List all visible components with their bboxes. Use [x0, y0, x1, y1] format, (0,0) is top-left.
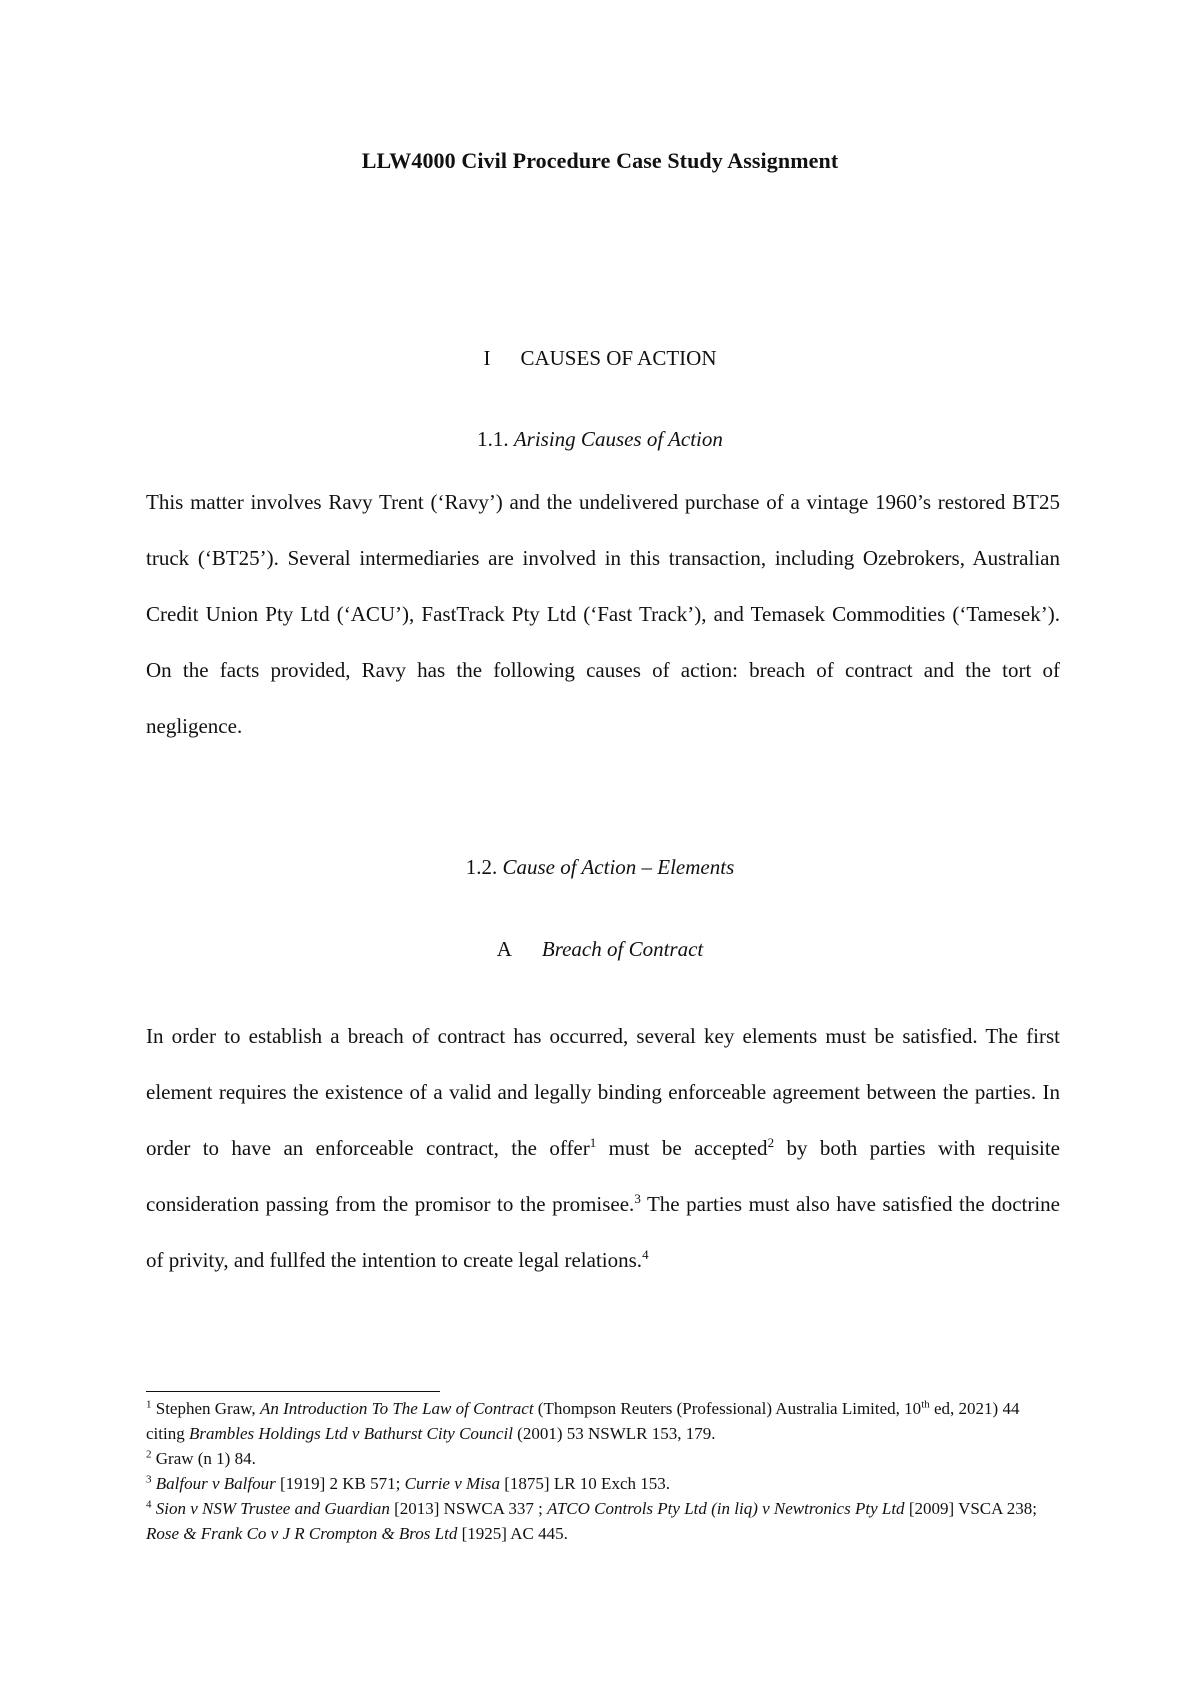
- footnote-citation: An Introduction To The Law of Contract: [259, 1399, 534, 1418]
- footnote-1: [146, 1396, 1060, 1446]
- footnote-text: [1919] 2 KB 571;: [275, 1474, 405, 1493]
- section-heading: [0, 346, 1200, 371]
- subsection-title: Arising Causes of Action: [513, 427, 723, 451]
- footnote-ref-3[interactable]: 3: [634, 1191, 641, 1206]
- footnote-text: [1875] LR 10 Exch 153.: [500, 1474, 670, 1493]
- footnote-2: [146, 1446, 1060, 1471]
- footnote-number: 2: [146, 1448, 152, 1461]
- subsection-number: 1.2.: [465, 855, 498, 879]
- paragraph-text: In order to establish a breach of contract has occurred, several key elements must be satisfied. The first element requires the existence of a valid and legally binding enforceable agreement between the parties. In order to have an enforceable contract, the offer: [146, 1024, 1060, 1160]
- paragraph-text: must be accepted: [596, 1136, 768, 1160]
- section-number: I: [483, 346, 491, 370]
- footnote-divider: [146, 1391, 440, 1392]
- footnote-text: Graw (n 1) 84.: [151, 1449, 256, 1468]
- footnote-ref-4[interactable]: 4: [642, 1247, 649, 1262]
- footnote-text: [2009] VSCA 238;: [904, 1499, 1037, 1518]
- subsection-title: Cause of Action – Elements: [502, 855, 735, 879]
- document-title: LLW4000 Civil Procedure Case Study Assignment: [361, 148, 839, 173]
- ordinal-suffix: th: [921, 1398, 930, 1411]
- footnote-number: 3: [146, 1473, 152, 1486]
- footnote-number: 1: [146, 1398, 152, 1411]
- footnote-ref-2[interactable]: 2: [767, 1135, 775, 1150]
- footnote-citation: Brambles Holdings Ltd v Bathurst City Council: [188, 1424, 513, 1443]
- subheading-letter: A: [496, 937, 512, 961]
- footnote-text: (2001) 53 NSWLR 153, 179.: [512, 1424, 716, 1443]
- footnote-citation: Rose & Frank Co v J R Crompton & Bros Ltd: [146, 1524, 458, 1543]
- footnote-ref-1[interactable]: 1: [589, 1135, 597, 1150]
- footnote-citation: Balfour v Balfour: [155, 1474, 276, 1493]
- footnote-4: [146, 1496, 1060, 1546]
- footnote-text: [2013] NSWCA 337 ;: [389, 1499, 548, 1518]
- footnote-text: ed, 2021) 44 citing: [146, 1399, 1020, 1443]
- footnote-citation: ATCO Controls Pty Ltd (in liq) v Newtronics Pty Ltd: [547, 1499, 905, 1518]
- footnote-3: [146, 1471, 1060, 1496]
- footnote-text: Stephen Graw,: [151, 1399, 260, 1418]
- paragraph-intro: This matter involves Ravy Trent (‘Ravy’) and the undelivered purchase of a vintage 1960’s restored BT25 truck (‘BT25’). Several intermediaries are involved in this transaction, including Ozebrokers, Australian Credit Union Pty Ltd (‘ACU’), FastTrack Pty Ltd (‘Fast Track’), and Temasek Commodities (‘Tamesek’). On the facts provided, Ravy has the following causes of action: breach of contract and the tort of negligence.: [146, 490, 1060, 738]
- footnotes: [146, 1396, 1060, 1546]
- subsection-heading-1-1: [0, 427, 1200, 452]
- subsection-number: 1.1.: [477, 427, 509, 451]
- paragraph-breach-of-contract: [146, 1008, 1060, 1288]
- footnote-text: (Thompson Reuters (Professional) Australia Limited, 10: [533, 1399, 922, 1418]
- footnote-number: 4: [146, 1498, 152, 1511]
- footnote-citation: Sion v NSW Trustee and Guardian: [155, 1499, 390, 1518]
- footnote-text: [1925] AC 445.: [457, 1524, 568, 1543]
- paragraph-text: by both parties with requisite consideration passing from the promisor to the promisee.: [146, 1136, 1060, 1216]
- footnote-citation: Currie v Misa: [404, 1474, 501, 1493]
- subheading-title: Breach of Contract: [541, 937, 704, 961]
- paragraph-text: The parties must also have satisfied the doctrine of privity, and fullfed the intention to create legal relations.: [146, 1192, 1060, 1272]
- subsection-heading-1-2: [0, 855, 1200, 880]
- section-title: CAUSES OF ACTION: [520, 346, 717, 370]
- subheading-a: [0, 937, 1200, 962]
